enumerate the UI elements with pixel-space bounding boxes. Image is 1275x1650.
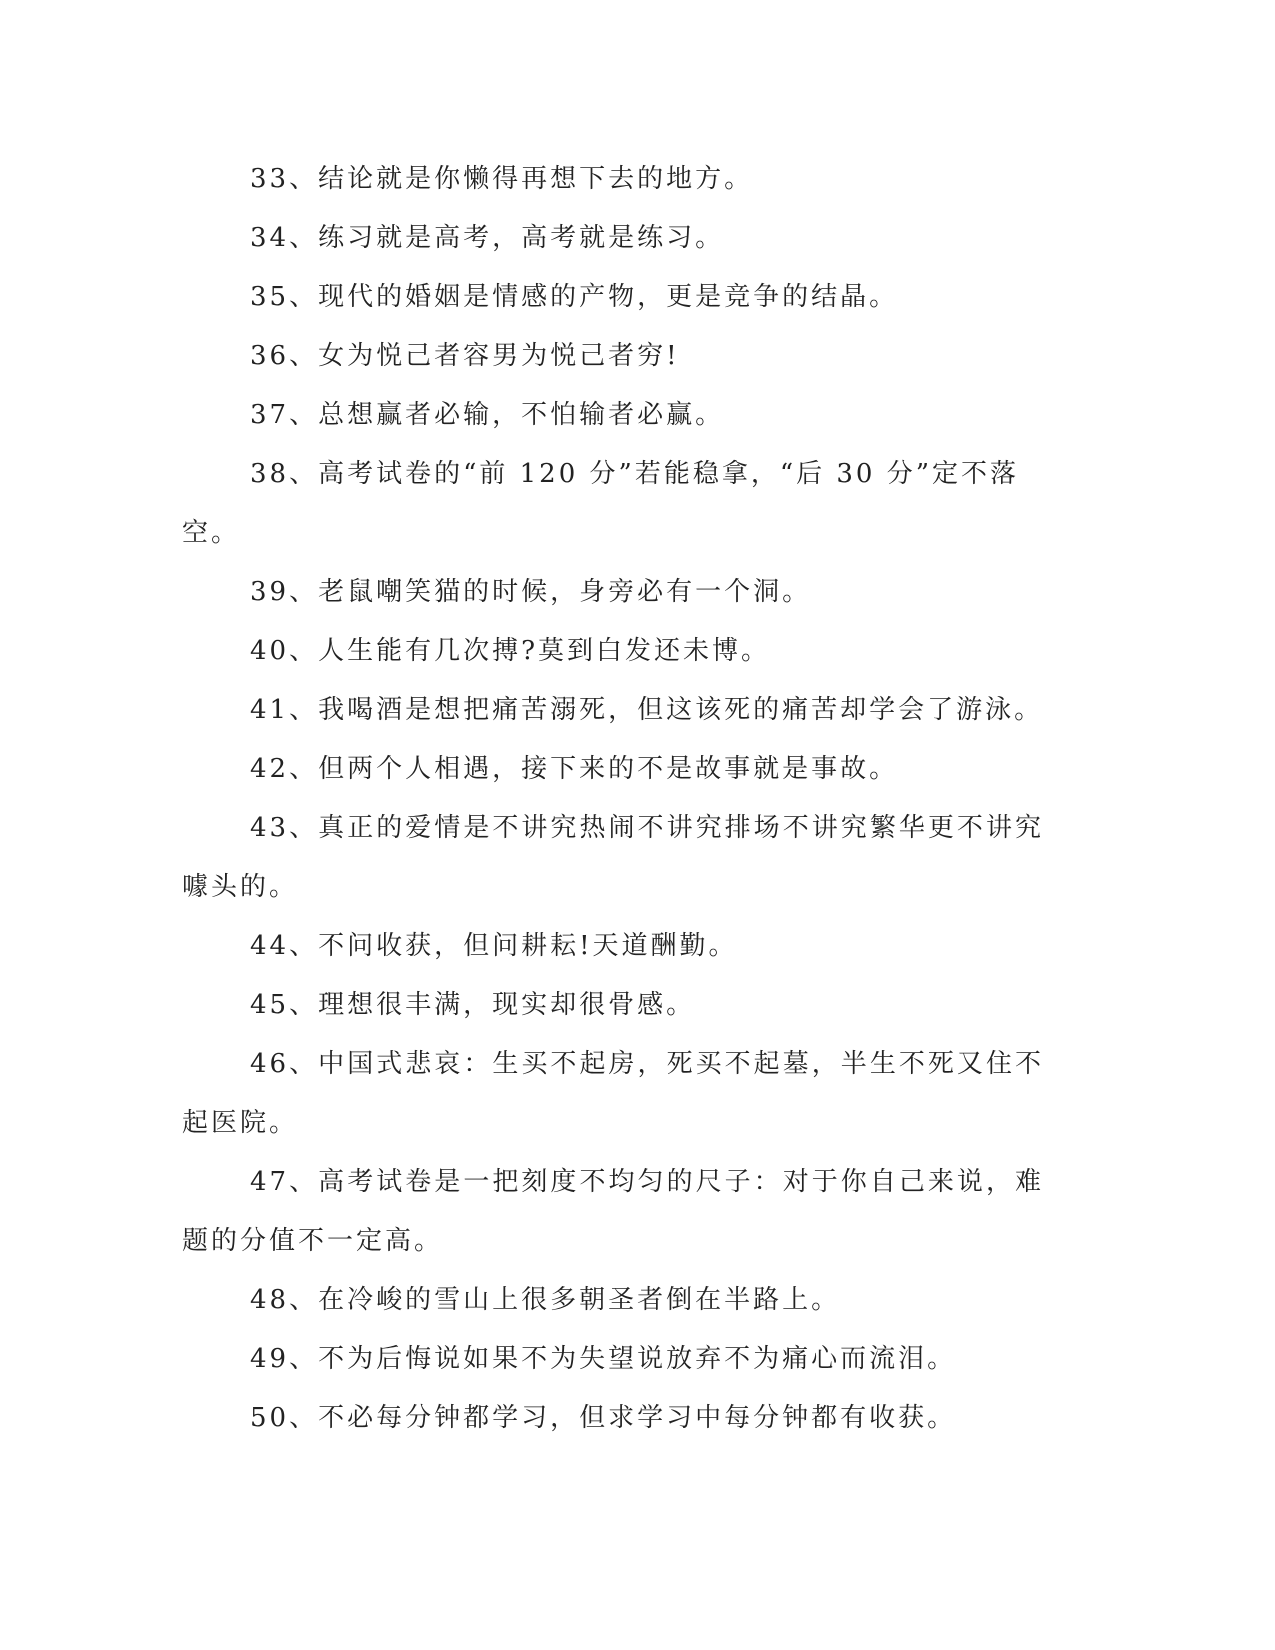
paragraph-48: 48、在冷峻的雪山上很多朝圣者倒在半路上。 <box>250 1285 841 1315</box>
document-body <box>182 150 1044 1448</box>
paragraph-43: 43、真正的爱情是不讲究热闹不讲究排场不讲究繁华更不讲究噱头的。 <box>182 813 1044 902</box>
paragraph-35: 35、现代的婚姻是情感的产物，更是竞争的结晶。 <box>250 282 899 312</box>
paragraph-39: 39、老鼠嘲笑猫的时候，身旁必有一个洞。 <box>250 577 812 607</box>
paragraph-33: 33、结论就是你懒得再想下去的地方。 <box>250 164 754 194</box>
paragraph-45: 45、理想很丰满，现实却很骨感。 <box>250 990 696 1020</box>
paragraph-42: 42、但两个人相遇，接下来的不是故事就是事故。 <box>250 754 899 784</box>
paragraph-47: 47、高考试卷是一把刻度不均匀的尺子：对于你自己来说，难题的分值不一定高。 <box>182 1167 1044 1256</box>
paragraph-37: 37、总想赢者必输，不怕输者必赢。 <box>250 400 725 430</box>
paragraph-34: 34、练习就是高考，高考就是练习。 <box>250 223 725 253</box>
paragraph-41: 41、我喝酒是想把痛苦溺死，但这该死的痛苦却学会了游泳。 <box>250 695 1044 725</box>
paragraph-40: 40、人生能有几次搏?莫到白发还未博。 <box>250 636 771 666</box>
paragraph-49: 49、不为后悔说如果不为失望说放弃不为痛心而流泪。 <box>250 1344 957 1374</box>
paragraph-46: 46、中国式悲哀：生买不起房，死买不起墓，半生不死又住不起医院。 <box>182 1049 1044 1138</box>
paragraph-36: 36、女为悦己者容男为悦己者穷! <box>250 341 680 371</box>
paragraph-50: 50、不必每分钟都学习，但求学习中每分钟都有收获。 <box>250 1403 957 1433</box>
paragraph-44: 44、不问收获，但问耕耘!天道酬勤。 <box>250 931 738 961</box>
paragraph-38: 38、高考试卷的“前 120 分”若能稳拿，“后 30 分”定不落空。 <box>182 459 1020 548</box>
